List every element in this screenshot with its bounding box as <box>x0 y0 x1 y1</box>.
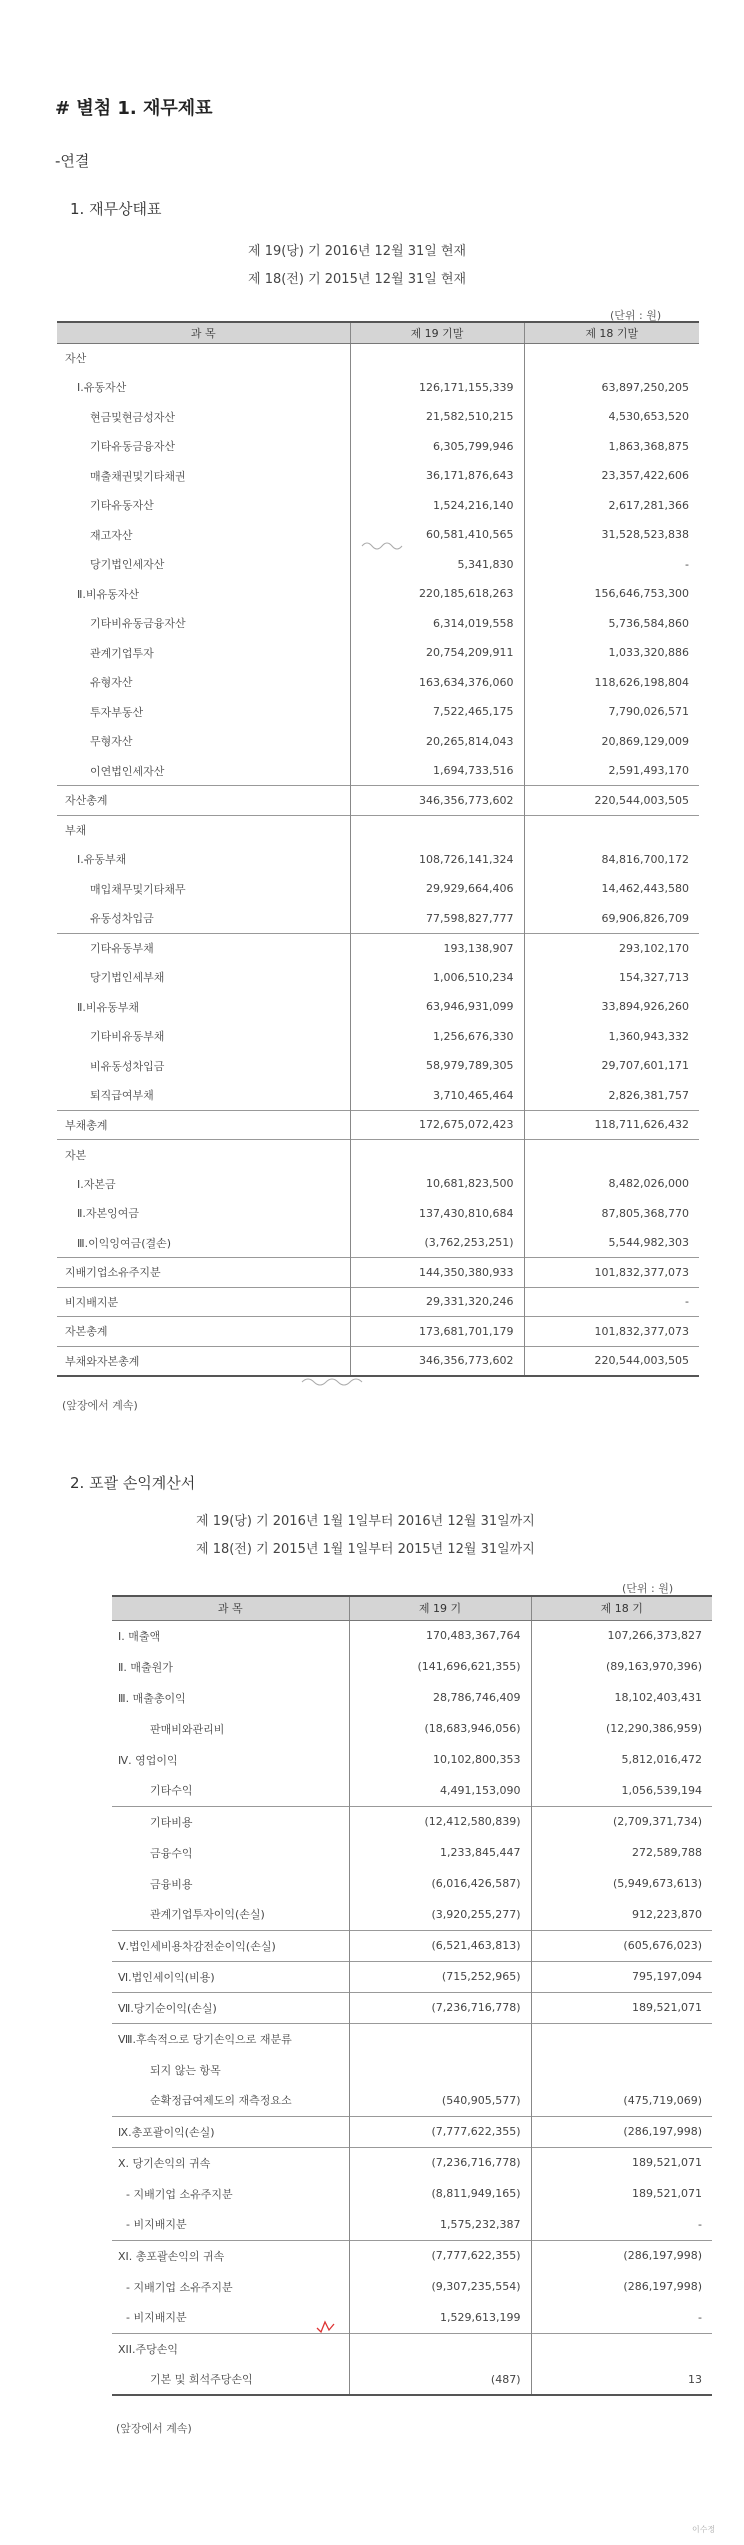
bs-row-current <box>350 343 524 373</box>
bs-row-label: Ⅰ.자본금 <box>77 1177 116 1191</box>
is-row-label: Ⅵ.법인세이익(비용) <box>112 1961 349 1992</box>
bs-row <box>57 1287 699 1317</box>
is-row-label: 기본 및 희석주당손익 <box>112 2364 349 2395</box>
is-row-previous: (605,676,023) <box>531 1930 712 1961</box>
bs-row-previous: 1,360,943,332 <box>524 1022 699 1052</box>
is-row <box>112 2302 712 2333</box>
bs-row-previous: 14,462,443,580 <box>524 874 699 904</box>
bs-row <box>57 1317 699 1347</box>
is-row-previous: 272,589,788 <box>531 1837 712 1868</box>
bs-row-label: 기타비유동부채 <box>90 1030 165 1044</box>
is-col-previous: 제 18 기 <box>531 1596 712 1620</box>
is-row-previous: 5,812,016,472 <box>531 1744 712 1775</box>
is-row-label: XII.주당손익 <box>112 2333 349 2364</box>
is-row-current: (9,307,235,554) <box>349 2271 531 2302</box>
bs-row <box>57 1228 699 1258</box>
bs-row-previous: 5,736,584,860 <box>524 609 699 639</box>
is-row <box>112 1837 712 1868</box>
bs-period-previous: 제 18(전) 기 2015년 12월 31일 현재 <box>248 272 467 287</box>
is-row-label: Ⅰ. 매출액 <box>118 1629 161 1643</box>
bs-row-current: 5,341,830 <box>350 550 524 580</box>
is-row <box>112 1713 712 1744</box>
is-row-previous: - <box>531 2302 712 2333</box>
bs-row-label: 매출채권및기타채권 <box>90 469 186 483</box>
is-row-current: (6,521,463,813) <box>349 1930 531 1961</box>
bs-row-current: 137,430,810,684 <box>350 1199 524 1229</box>
is-row-label: - 비지배지분 <box>126 2218 187 2232</box>
bs-row-label: 부채총계 <box>57 1110 350 1140</box>
bs-row-previous: 69,906,826,709 <box>524 904 699 934</box>
is-row-label: Ⅲ. 매출총이익 <box>118 1691 186 1705</box>
is-continued-note: (앞장에서 계속) <box>116 2422 192 2435</box>
is-row <box>112 1806 712 1837</box>
is-row-label: - 비지배지분 <box>126 2311 187 2325</box>
handwritten-mark <box>360 538 420 554</box>
is-row <box>112 1620 712 1651</box>
red-check-mark <box>314 2316 338 2336</box>
bs-row-current: (3,762,253,251) <box>350 1228 524 1258</box>
bs-row-previous: 220,544,003,505 <box>524 1346 699 1376</box>
is-row <box>112 1682 712 1713</box>
bs-row-previous <box>524 815 699 845</box>
is-row-previous <box>531 2054 712 2085</box>
bs-row-label: 무형자산 <box>90 735 133 749</box>
is-row-current: (7,777,622,355) <box>349 2116 531 2147</box>
bs-row <box>57 756 699 786</box>
is-row-previous: 189,521,071 <box>531 2178 712 2209</box>
consolidated-label: -연결 <box>55 152 90 170</box>
bs-row-previous: 118,626,198,804 <box>524 668 699 698</box>
bs-row-current: 144,350,380,933 <box>350 1258 524 1288</box>
bs-row <box>57 432 699 462</box>
is-row-previous <box>531 2023 712 2054</box>
is-row <box>112 2209 712 2240</box>
bs-row-current: 126,171,155,339 <box>350 373 524 403</box>
is-row-current: 1,233,845,447 <box>349 1837 531 1868</box>
bs-continued-note: (앞장에서 계속) <box>62 1399 138 1412</box>
is-row-current: (540,905,577) <box>349 2085 531 2116</box>
bs-row-label: 재고자산 <box>90 528 133 542</box>
bs-row-current: 29,331,320,246 <box>350 1287 524 1317</box>
bs-row-label: 기타유동부채 <box>57 933 350 963</box>
bs-row-current: 20,754,209,911 <box>350 638 524 668</box>
bs-row <box>57 1081 699 1111</box>
is-row <box>112 2147 712 2178</box>
is-row-current: (3,920,255,277) <box>349 1899 531 1930</box>
bs-row-previous: 7,790,026,571 <box>524 697 699 727</box>
bs-row-current: 172,675,072,423 <box>350 1110 524 1140</box>
is-row <box>112 1930 712 1961</box>
is-row-previous: 189,521,071 <box>531 2147 712 2178</box>
bs-row <box>57 1346 699 1376</box>
is-row-label: 기타수익 <box>150 1784 193 1798</box>
bs-row-current <box>350 1140 524 1170</box>
bs-row-current: 36,171,876,643 <box>350 461 524 491</box>
is-row-previous: 912,223,870 <box>531 1899 712 1930</box>
is-row-previous: (286,197,998) <box>531 2240 712 2271</box>
bs-row-previous: 293,102,170 <box>524 933 699 963</box>
is-row <box>112 2333 712 2364</box>
bs-row <box>57 874 699 904</box>
bs-heading: 1. 재무상태표 <box>70 200 162 218</box>
is-row-current: 170,483,367,764 <box>349 1620 531 1651</box>
bs-unit: (단위 : 원) <box>610 309 662 322</box>
bs-row <box>57 815 699 845</box>
is-row-label: Ⅳ. 영업이익 <box>118 1753 178 1767</box>
bs-row <box>57 461 699 491</box>
is-row-label: XI. 총포괄손익의 귀속 <box>112 2240 349 2271</box>
bs-row-current: 7,522,465,175 <box>350 697 524 727</box>
is-row-current: 1,529,613,199 <box>349 2302 531 2333</box>
bs-row-current: 1,006,510,234 <box>350 963 524 993</box>
bs-row-previous <box>524 1140 699 1170</box>
bs-row-label: Ⅲ.이익잉여금(결손) <box>77 1236 172 1250</box>
is-row-label: Ⅸ.총포괄이익(손실) <box>112 2116 349 2147</box>
is-row <box>112 1961 712 1992</box>
bs-row-previous: 1,033,320,886 <box>524 638 699 668</box>
bs-row-previous: 156,646,753,300 <box>524 579 699 609</box>
bs-row-label: 자본총계 <box>57 1317 350 1347</box>
bs-row <box>57 668 699 698</box>
bs-row-current: 6,314,019,558 <box>350 609 524 639</box>
is-row-previous: (286,197,998) <box>531 2116 712 2147</box>
is-row <box>112 2116 712 2147</box>
bs-row-previous: 29,707,601,171 <box>524 1051 699 1081</box>
bs-row-label: 비유동성차입금 <box>90 1059 165 1073</box>
is-row-label: 금융수익 <box>150 1846 193 1860</box>
balance-sheet-table <box>57 321 699 1377</box>
bs-row-label: 부채와자본총계 <box>57 1346 350 1376</box>
bs-row <box>57 1110 699 1140</box>
bs-row-previous: 154,327,713 <box>524 963 699 993</box>
bs-row-current: 29,929,664,406 <box>350 874 524 904</box>
is-row-current: (12,412,580,839) <box>349 1806 531 1837</box>
is-row-current: (715,252,965) <box>349 1961 531 1992</box>
bs-row-current: 108,726,141,324 <box>350 845 524 875</box>
document-title: # 별첨 1. 재무제표 <box>55 98 213 119</box>
bs-row <box>57 933 699 963</box>
is-row <box>112 1744 712 1775</box>
is-row-previous: (2,709,371,734) <box>531 1806 712 1837</box>
bs-row-previous: 101,832,377,073 <box>524 1317 699 1347</box>
is-row <box>112 2240 712 2271</box>
is-row-label: - 지배기업 소유주지분 <box>126 2187 233 2201</box>
is-row-current <box>349 2054 531 2085</box>
bs-row <box>57 373 699 403</box>
handwritten-mark <box>300 1374 380 1388</box>
is-row-label: - 지배기업 소유주지분 <box>126 2280 233 2294</box>
bs-row-previous <box>524 343 699 373</box>
is-row-previous <box>531 2333 712 2364</box>
is-row-previous: (5,949,673,613) <box>531 1868 712 1899</box>
bs-row-label: 기타비유동금융자산 <box>90 617 186 631</box>
is-period-current: 제 19(당) 기 2016년 1월 1일부터 2016년 12월 31일까지 <box>196 1514 535 1529</box>
is-row-label: 기타비용 <box>112 1806 349 1837</box>
is-row-current: 28,786,746,409 <box>349 1682 531 1713</box>
is-unit: (단위 : 원) <box>622 1582 674 1595</box>
bs-row-label: 유형자산 <box>90 676 133 690</box>
is-period-previous: 제 18(전) 기 2015년 1월 1일부터 2015년 12월 31일까지 <box>196 1542 535 1557</box>
bs-row-label: 당기법인세부채 <box>90 971 165 985</box>
is-row-current: (6,016,426,587) <box>349 1868 531 1899</box>
bs-row-label: 이연법인세자산 <box>90 764 165 778</box>
bs-row <box>57 343 699 373</box>
is-row-previous: 795,197,094 <box>531 1961 712 1992</box>
bs-row-current: 58,979,789,305 <box>350 1051 524 1081</box>
is-row-current: (7,236,716,778) <box>349 1992 531 2023</box>
bs-row-current: 77,598,827,777 <box>350 904 524 934</box>
bs-row-label: 관계기업투자 <box>90 646 154 660</box>
bs-row-previous: 101,832,377,073 <box>524 1258 699 1288</box>
bs-row-label: 자산 <box>65 352 87 365</box>
bs-row <box>57 992 699 1022</box>
bs-row-previous: 2,826,381,757 <box>524 1081 699 1111</box>
bs-row-label: Ⅰ.유동자산 <box>77 381 127 395</box>
is-row-current: (7,236,716,778) <box>349 2147 531 2178</box>
bs-row <box>57 697 699 727</box>
bs-row <box>57 904 699 934</box>
bs-row-current: 6,305,799,946 <box>350 432 524 462</box>
is-row-current: (487) <box>349 2364 531 2395</box>
is-row-current: 10,102,800,353 <box>349 1744 531 1775</box>
bs-row <box>57 491 699 521</box>
bs-row-current: 346,356,773,602 <box>350 1346 524 1376</box>
bs-row <box>57 1140 699 1170</box>
bs-period-current: 제 19(당) 기 2016년 12월 31일 현재 <box>248 244 467 259</box>
bs-row-current: 1,524,216,140 <box>350 491 524 521</box>
is-row <box>112 2178 712 2209</box>
bs-row-current: 63,946,931,099 <box>350 992 524 1022</box>
bs-row-previous: - <box>524 1287 699 1317</box>
is-row <box>112 1775 712 1806</box>
bs-row-current: 10,681,823,500 <box>350 1169 524 1199</box>
bs-row-current: 20,265,814,043 <box>350 727 524 757</box>
is-row <box>112 1868 712 1899</box>
is-row-previous: 1,056,539,194 <box>531 1775 712 1806</box>
is-row-label: 금융비용 <box>150 1877 193 1891</box>
bs-row-previous: 118,711,626,432 <box>524 1110 699 1140</box>
is-row-current: 4,491,153,090 <box>349 1775 531 1806</box>
bs-row-current <box>350 815 524 845</box>
bs-row-label: 당기법인세자산 <box>90 558 165 572</box>
bs-row-label: Ⅱ.자본잉여금 <box>77 1207 140 1221</box>
bs-row <box>57 402 699 432</box>
bs-row-previous: 4,530,653,520 <box>524 402 699 432</box>
bs-row-label: Ⅱ.비유동부채 <box>77 1000 140 1014</box>
is-row <box>112 2085 712 2116</box>
bs-row-label: 유동성차입금 <box>90 912 154 925</box>
is-row-label: 되지 않는 항목 <box>150 2063 221 2077</box>
is-row-current: (18,683,946,056) <box>349 1713 531 1744</box>
bs-row-previous: 5,544,982,303 <box>524 1228 699 1258</box>
bs-row-previous: 2,591,493,170 <box>524 756 699 786</box>
bs-row-current: 193,138,907 <box>350 933 524 963</box>
is-row <box>112 2364 712 2395</box>
bs-row-current: 163,634,376,060 <box>350 668 524 698</box>
is-row-previous: 107,266,373,827 <box>531 1620 712 1651</box>
bs-row-current: 1,694,733,516 <box>350 756 524 786</box>
bs-row-label: Ⅱ.비유동자산 <box>77 587 140 601</box>
bs-row-current: 220,185,618,263 <box>350 579 524 609</box>
bs-row <box>57 963 699 993</box>
is-row-current: (8,811,949,165) <box>349 2178 531 2209</box>
bs-row-current: 173,681,701,179 <box>350 1317 524 1347</box>
bs-col-current: 제 19 기말 <box>350 322 524 343</box>
is-row <box>112 2271 712 2302</box>
bs-row-previous: 31,528,523,838 <box>524 520 699 550</box>
bs-row-label: 자산총계 <box>57 786 350 816</box>
is-col-item: 과 목 <box>112 1596 349 1620</box>
bs-row-label: 투자부동산 <box>90 705 144 719</box>
bs-row-previous: 33,894,926,260 <box>524 992 699 1022</box>
bs-row <box>57 1258 699 1288</box>
is-row-previous: (475,719,069) <box>531 2085 712 2116</box>
income-statement-table <box>112 1595 712 2396</box>
bs-row-current: 1,256,676,330 <box>350 1022 524 1052</box>
bs-row-previous: 63,897,250,205 <box>524 373 699 403</box>
bs-col-item: 과 목 <box>57 322 350 343</box>
bs-row-label: 매입채무및기타채무 <box>90 882 186 896</box>
bs-row <box>57 609 699 639</box>
bs-row-previous: - <box>524 550 699 580</box>
bs-row-label: 부채 <box>57 815 350 845</box>
bs-row <box>57 845 699 875</box>
is-row-previous: (12,290,386,959) <box>531 1713 712 1744</box>
bs-row-current: 21,582,510,215 <box>350 402 524 432</box>
is-row-previous: (89,163,970,396) <box>531 1651 712 1682</box>
bs-row-previous: 220,544,003,505 <box>524 786 699 816</box>
is-col-current: 제 19 기 <box>349 1596 531 1620</box>
is-row <box>112 2054 712 2085</box>
is-row-current <box>349 2333 531 2364</box>
bs-row-label: 자본 <box>57 1140 350 1170</box>
bs-row-label: 지배기업소유주지분 <box>57 1258 350 1288</box>
is-row-label: X. 당기손익의 귀속 <box>112 2147 349 2178</box>
is-row-previous: - <box>531 2209 712 2240</box>
bs-row-label: 비지배지분 <box>57 1287 350 1317</box>
bs-row <box>57 727 699 757</box>
is-row-previous: 13 <box>531 2364 712 2395</box>
is-heading: 2. 포괄 손익계산서 <box>70 1474 196 1492</box>
is-row-previous: 18,102,403,431 <box>531 1682 712 1713</box>
bs-row <box>57 1051 699 1081</box>
bs-row-previous: 1,863,368,875 <box>524 432 699 462</box>
bs-row <box>57 579 699 609</box>
bs-row-current: 3,710,465,464 <box>350 1081 524 1111</box>
is-row <box>112 1651 712 1682</box>
bs-row-label: Ⅰ.유동부채 <box>77 853 127 867</box>
is-row-current <box>349 2023 531 2054</box>
bs-row <box>57 1199 699 1229</box>
bs-row-previous: 23,357,422,606 <box>524 461 699 491</box>
is-row-previous: (286,197,998) <box>531 2271 712 2302</box>
bs-row-previous: 8,482,026,000 <box>524 1169 699 1199</box>
bs-row-previous: 20,869,129,009 <box>524 727 699 757</box>
is-row-current: 1,575,232,387 <box>349 2209 531 2240</box>
is-row <box>112 2023 712 2054</box>
is-row <box>112 1992 712 2023</box>
bs-row <box>57 1022 699 1052</box>
is-row-label: 판매비와관리비 <box>150 1722 225 1736</box>
is-row-label: Ⅱ. 매출원가 <box>118 1660 173 1674</box>
bs-row-current: 346,356,773,602 <box>350 786 524 816</box>
is-row <box>112 1899 712 1930</box>
is-row-label: 관계기업투자이익(손실) <box>150 1908 265 1922</box>
bs-row-previous: 84,816,700,172 <box>524 845 699 875</box>
is-row-label: Ⅶ.당기순이익(손실) <box>112 1992 349 2023</box>
is-row-label: 순확정급여제도의 재측정요소 <box>150 2094 292 2108</box>
bs-row-current: 60,581,410,565 <box>350 520 524 550</box>
bs-row-previous: 2,617,281,366 <box>524 491 699 521</box>
page-footer: 이수정 <box>692 2525 716 2534</box>
is-row-previous: 189,521,071 <box>531 1992 712 2023</box>
bs-row-label: 현금및현금성자산 <box>90 410 176 424</box>
is-row-current: (7,777,622,355) <box>349 2240 531 2271</box>
is-row-label: Ⅷ.후속적으로 당기손익으로 재분류 <box>112 2023 349 2054</box>
is-row-current: (141,696,621,355) <box>349 1651 531 1682</box>
bs-row <box>57 638 699 668</box>
bs-col-previous: 제 18 기말 <box>524 322 699 343</box>
bs-row <box>57 786 699 816</box>
bs-row-previous: 87,805,368,770 <box>524 1199 699 1229</box>
bs-row <box>57 1169 699 1199</box>
bs-row-label: 기타유동금융자산 <box>90 440 176 454</box>
bs-row-label: 기타유동자산 <box>90 499 154 513</box>
is-row-label: Ⅴ.법인세비용차감전순이익(손실) <box>112 1930 349 1961</box>
bs-row-label: 퇴직급여부채 <box>90 1089 154 1102</box>
